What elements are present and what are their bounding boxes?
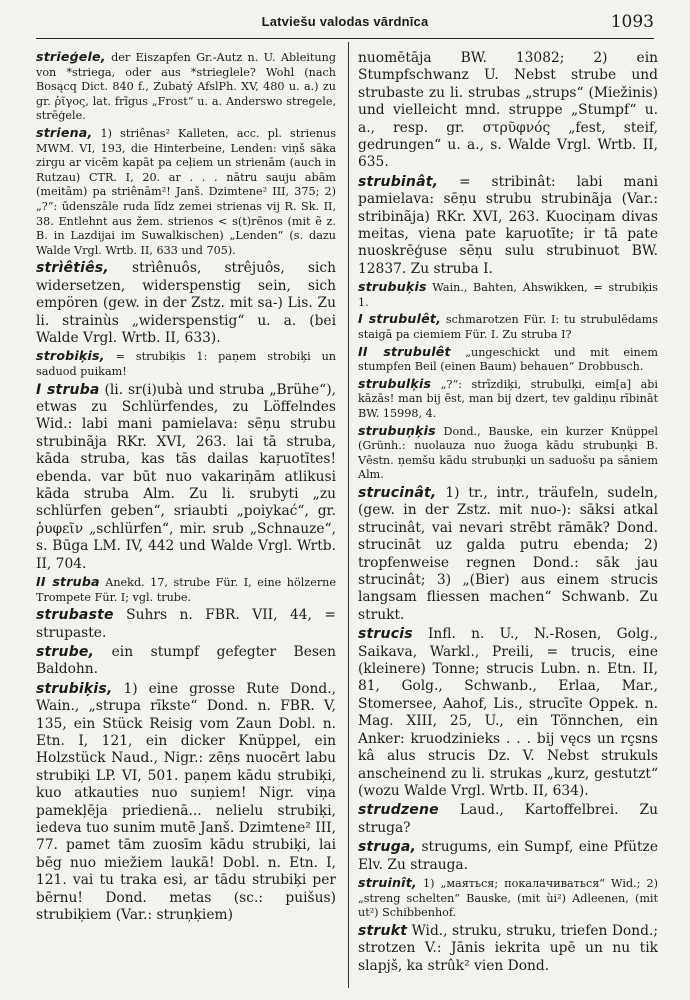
dictionary-entry: [358, 345, 658, 375]
column-divider: [348, 42, 349, 988]
dictionary-entry: [36, 50, 336, 124]
dictionary-entry: [358, 280, 658, 310]
dictionary-entry: [36, 681, 336, 925]
dictionary-entry: [358, 626, 658, 800]
entry-headword: strukt: [358, 922, 408, 939]
dictionary-entry: [36, 382, 336, 573]
entry-headword: I strubulêt,: [358, 311, 442, 327]
entry-headword: strucinât,: [358, 485, 437, 501]
dictionary-entry: [358, 174, 658, 278]
entry-text: Dond., Bauske, ein kurzer Knüppel (Grünh.: nuolauza nuo žuoga kādu strubuņķi B. Vēstn. ņemšu kādu strubuņķi un saduošu pa sāniem Alm.: [358, 424, 658, 482]
dictionary-entry: [36, 575, 336, 605]
dictionary-entry: [36, 260, 336, 347]
dictionary-entry: [36, 126, 336, 258]
entry-text: nuomētāja BW. 13082; 2) ein Stumpfschwanz U. Nebst strube und strubaste zu li. strubas „strups“ (Miežinis) und vielleicht mnd. struppe „Stumpf“ u. a., resp. gr. στρῦφνός „fest, steif, gedrungen“ u. a., s. Walde Vrgl. Wrtb. II, 635.: [358, 50, 658, 171]
entry-headword: strucis: [358, 626, 413, 643]
dictionary-entry: [358, 802, 658, 837]
dictionary-entry: [36, 644, 336, 679]
entry-text: 1) eine grosse Rute Dond., Wain., „strupa rīkste“ Dond. n. FBR. V, 135, ein Stück Reisig vom Zaun Dobl. n. Etn. I, 121, ein dicker Knüppel, ein Holzstück Naud., Nigr.: zēņs nuocērt labu strubiķi LP. VI, 501. paņem kādu strubiķi, kuo atkauties nuo suņiem! Nigr. viņa pamekļēja priedienā... nelielu strubiķi, iedeva tuo sunim mutē Janš. Dzimtene² III, 77. pamet tām zuosīm kādu strubiķi, lai bēg nuo miežiem laukā! Dobl. n. Etn. I, 121. vai tu traka esi, ar tādu strubiķi per bērnu! Dond. metas (sc.: puišus) strubiķiem (Var.: struņķiem): [36, 680, 336, 924]
entry-headword: strubuņķis: [358, 422, 436, 438]
page-header: [36, 14, 654, 38]
entry-text: strìênuôs, strêjuôs, sich widersetzen, widerspenstig sein, sich empören (gew. in der Zstz. mit sa-) Lis. Zu li. strainùs „widerspenstig“ u. a. (bei Walde Vrgl. Wrtb. II, 633).: [36, 260, 336, 346]
entry-text: Suhrs n. FBR. VII, 44, = strupaste.: [36, 607, 336, 641]
entry-headword: strieģele,: [36, 49, 106, 64]
entry-headword: struga,: [358, 839, 417, 856]
dictionary-entry: [358, 839, 658, 874]
entry-text: der Eiszapfen Gr.-Autz n. U. Ableitung von *striega, oder aus *strieglele? Wohl (nach Bosącq Dict. 840 f., Zubatý AfslPh. XV, 480 u. a.) zu gr. ῥῖγος, lat. frīgus „Frost“ u. a. Anderswo stregele, strēģele.: [36, 51, 336, 123]
dictionary-entry: [358, 485, 658, 624]
entry-text: Anekd. 17, strube Für. I, eine hölzerne Trompete Für. I; vgl. trube.: [36, 576, 336, 604]
dictionary-entry: [36, 349, 336, 379]
entry-headword: striena,: [36, 124, 93, 140]
entry-headword: II struba: [36, 574, 100, 589]
dictionary-entry: [36, 607, 336, 642]
entry-headword: strubaste: [36, 607, 114, 624]
page-number: 1093: [610, 12, 654, 32]
entry-text: Infl. n. U., N.-Rosen, Golg., Saikava, Warkl., Preili, = trucis, eine (kleinere) Tonne; strucis Lubn. n. Etn. II, 81, Golg., Schwanb., Erlaa, Mar., Stomersee, Aahof, Lis., strucīte Oppek. n. Mag. XIII, 25, U., ein Tönnchen, ein Anker: kruodzinieks . . . bij vęcs un rçsns kâ alus strucis Dz. V. Nebst strukuls anscheinend zu li. strukas „kurz, gestutzt“ (wozu Walde Vrgl. Wrtb. II, 634).: [358, 626, 658, 799]
entry-text: (li. sr(i)ubà und struba „Brühe“), etwas zu Schlürfendes, zu Löffelndes Wid.: labi mani pamielava: sēņu strubu strubinãja RKr. XVI, 263. lai tā struba, kāda struba, kas tās dailas kaŗuotītes! ebenda. var būt nuo vakariņām atlikusi kāda struba Alm. Zu li. srubyti „zu schlürfen geben“, sriaubti „poiykać“, gr. ῥυφεῖν „schlürfen“, mir. srub „Schnauze“, s. Būga LM. IV, 442 und Walde Vrgl. Wrtb. II, 704.: [36, 381, 336, 572]
right-column: [358, 50, 658, 977]
entry-headword: strubinât,: [358, 173, 439, 190]
dictionary-entry: [358, 50, 658, 172]
left-column: [36, 50, 336, 927]
entry-headword: strubuķis: [358, 279, 427, 295]
entry-headword: strobiķis,: [36, 348, 105, 364]
entry-text: 1) „маяться; покалачиваться“ Wid.; 2) „streng schelten“ Bauske, (mit ùi²) Adleenen, (mit ut²) Schibbenhof.: [358, 876, 658, 920]
entry-text: „?“: strīzdiķi, strubulķi, eim[a] abi kāzās! man bij ēst, man bij dzert, tev galdiņu rībināt BW. 15998, 4.: [358, 377, 658, 421]
entry-headword: I struba: [36, 381, 100, 398]
dictionary-entry: [358, 923, 658, 975]
dictionary-entry: [358, 312, 658, 342]
header-rule: [36, 38, 654, 39]
entry-text: Wid., struku, struku, triefen Dond.; strotzen V.: Jānis iekrita upē un nu tik slapjš, ka strûk² vien Dond.: [358, 922, 658, 974]
entry-text: „ungeschickt und mit einem stumpfen Beil (einen Baum) behauen“ Drobbusch.: [358, 345, 658, 374]
entry-text: Laud., Kartoffelbrei. Zu struga?: [358, 802, 658, 836]
entry-text: 1) striênas² Kalleten, acc. pl. strienus MWM. VI, 193, die Hinterbeine, Lenden: viņš sāka zirgu ar vicēm kapāt pa ceļiem un strienām (auch in Rutzau) CTR. I, 20. ar . . . nātru sauju abām (meitām) pa striênām²! Janš. Dzimtene² III, 375; 2) „?“: ūdenszāle ruda līdz zemei strienas vij R. Sk. II, 38. Entlehnt aus žem. strienos < s(t)rēnos (mit ẽ z. B. in Lazdijai im Suwalkischen) „Lenden“ (s. dazu Walde Vrgl. Wrtb. II, 633 und 705).: [36, 126, 336, 257]
running-title: Latviešu valodas vārdnīca: [261, 14, 429, 29]
entry-text: 1) tr., intr., träufeln, sudeln, (gew. in der Zstz. mit nuo-): sāksi atkal strucinât, vai nevari strēbt rāmāk? Dond. strucināt uz galda putru ebenda; 2) tropfenweise regnen Dond.: sāk jau strucinât; 3) „(Bier) aus einem strucis langsam fliessen machen“ Schwanb. Zu strukt.: [358, 485, 658, 623]
entry-headword: strìêtiês,: [36, 260, 109, 277]
entry-headword: strubulķis: [358, 375, 432, 391]
entry-text: strugums, ein Sumpf, eine Pfütze Elv. Zu strauga.: [358, 839, 658, 873]
entry-text: Wain., Bahten, Ahswikken, = strubiķis 1.: [358, 281, 658, 309]
dictionary-entry: [358, 377, 658, 422]
entry-text: ein stumpf gefegter Besen Baldohn.: [36, 644, 336, 678]
dictionary-entry: [358, 424, 658, 483]
entry-headword: II strubulêt: [358, 343, 451, 359]
entry-headword: strube,: [36, 644, 95, 660]
entry-headword: strudzene: [358, 802, 439, 819]
entry-headword: strubiķis,: [36, 680, 113, 697]
dictionary-entry: [358, 876, 658, 921]
entry-text: = stribinât: labi mani pamielava: sēņu strubu strubinãja (Var.: stribinãja) RKr. XVI, 263. Kuociņam divas meitas, viena pate kaŗuotīte; ir tā pate nuoskrēģuse sēņu sulu strubinuot BW. 12837. Zu struba I.: [358, 173, 658, 277]
entry-text: schmarotzen Für. I: tu strubulēdams staigā pa ciemiem Für. I. Zu struba I?: [358, 313, 659, 342]
entry-headword: struinît,: [358, 874, 417, 890]
entry-text: = strubiķis 1: paņem strobiķi un saduod puikam!: [36, 350, 336, 378]
